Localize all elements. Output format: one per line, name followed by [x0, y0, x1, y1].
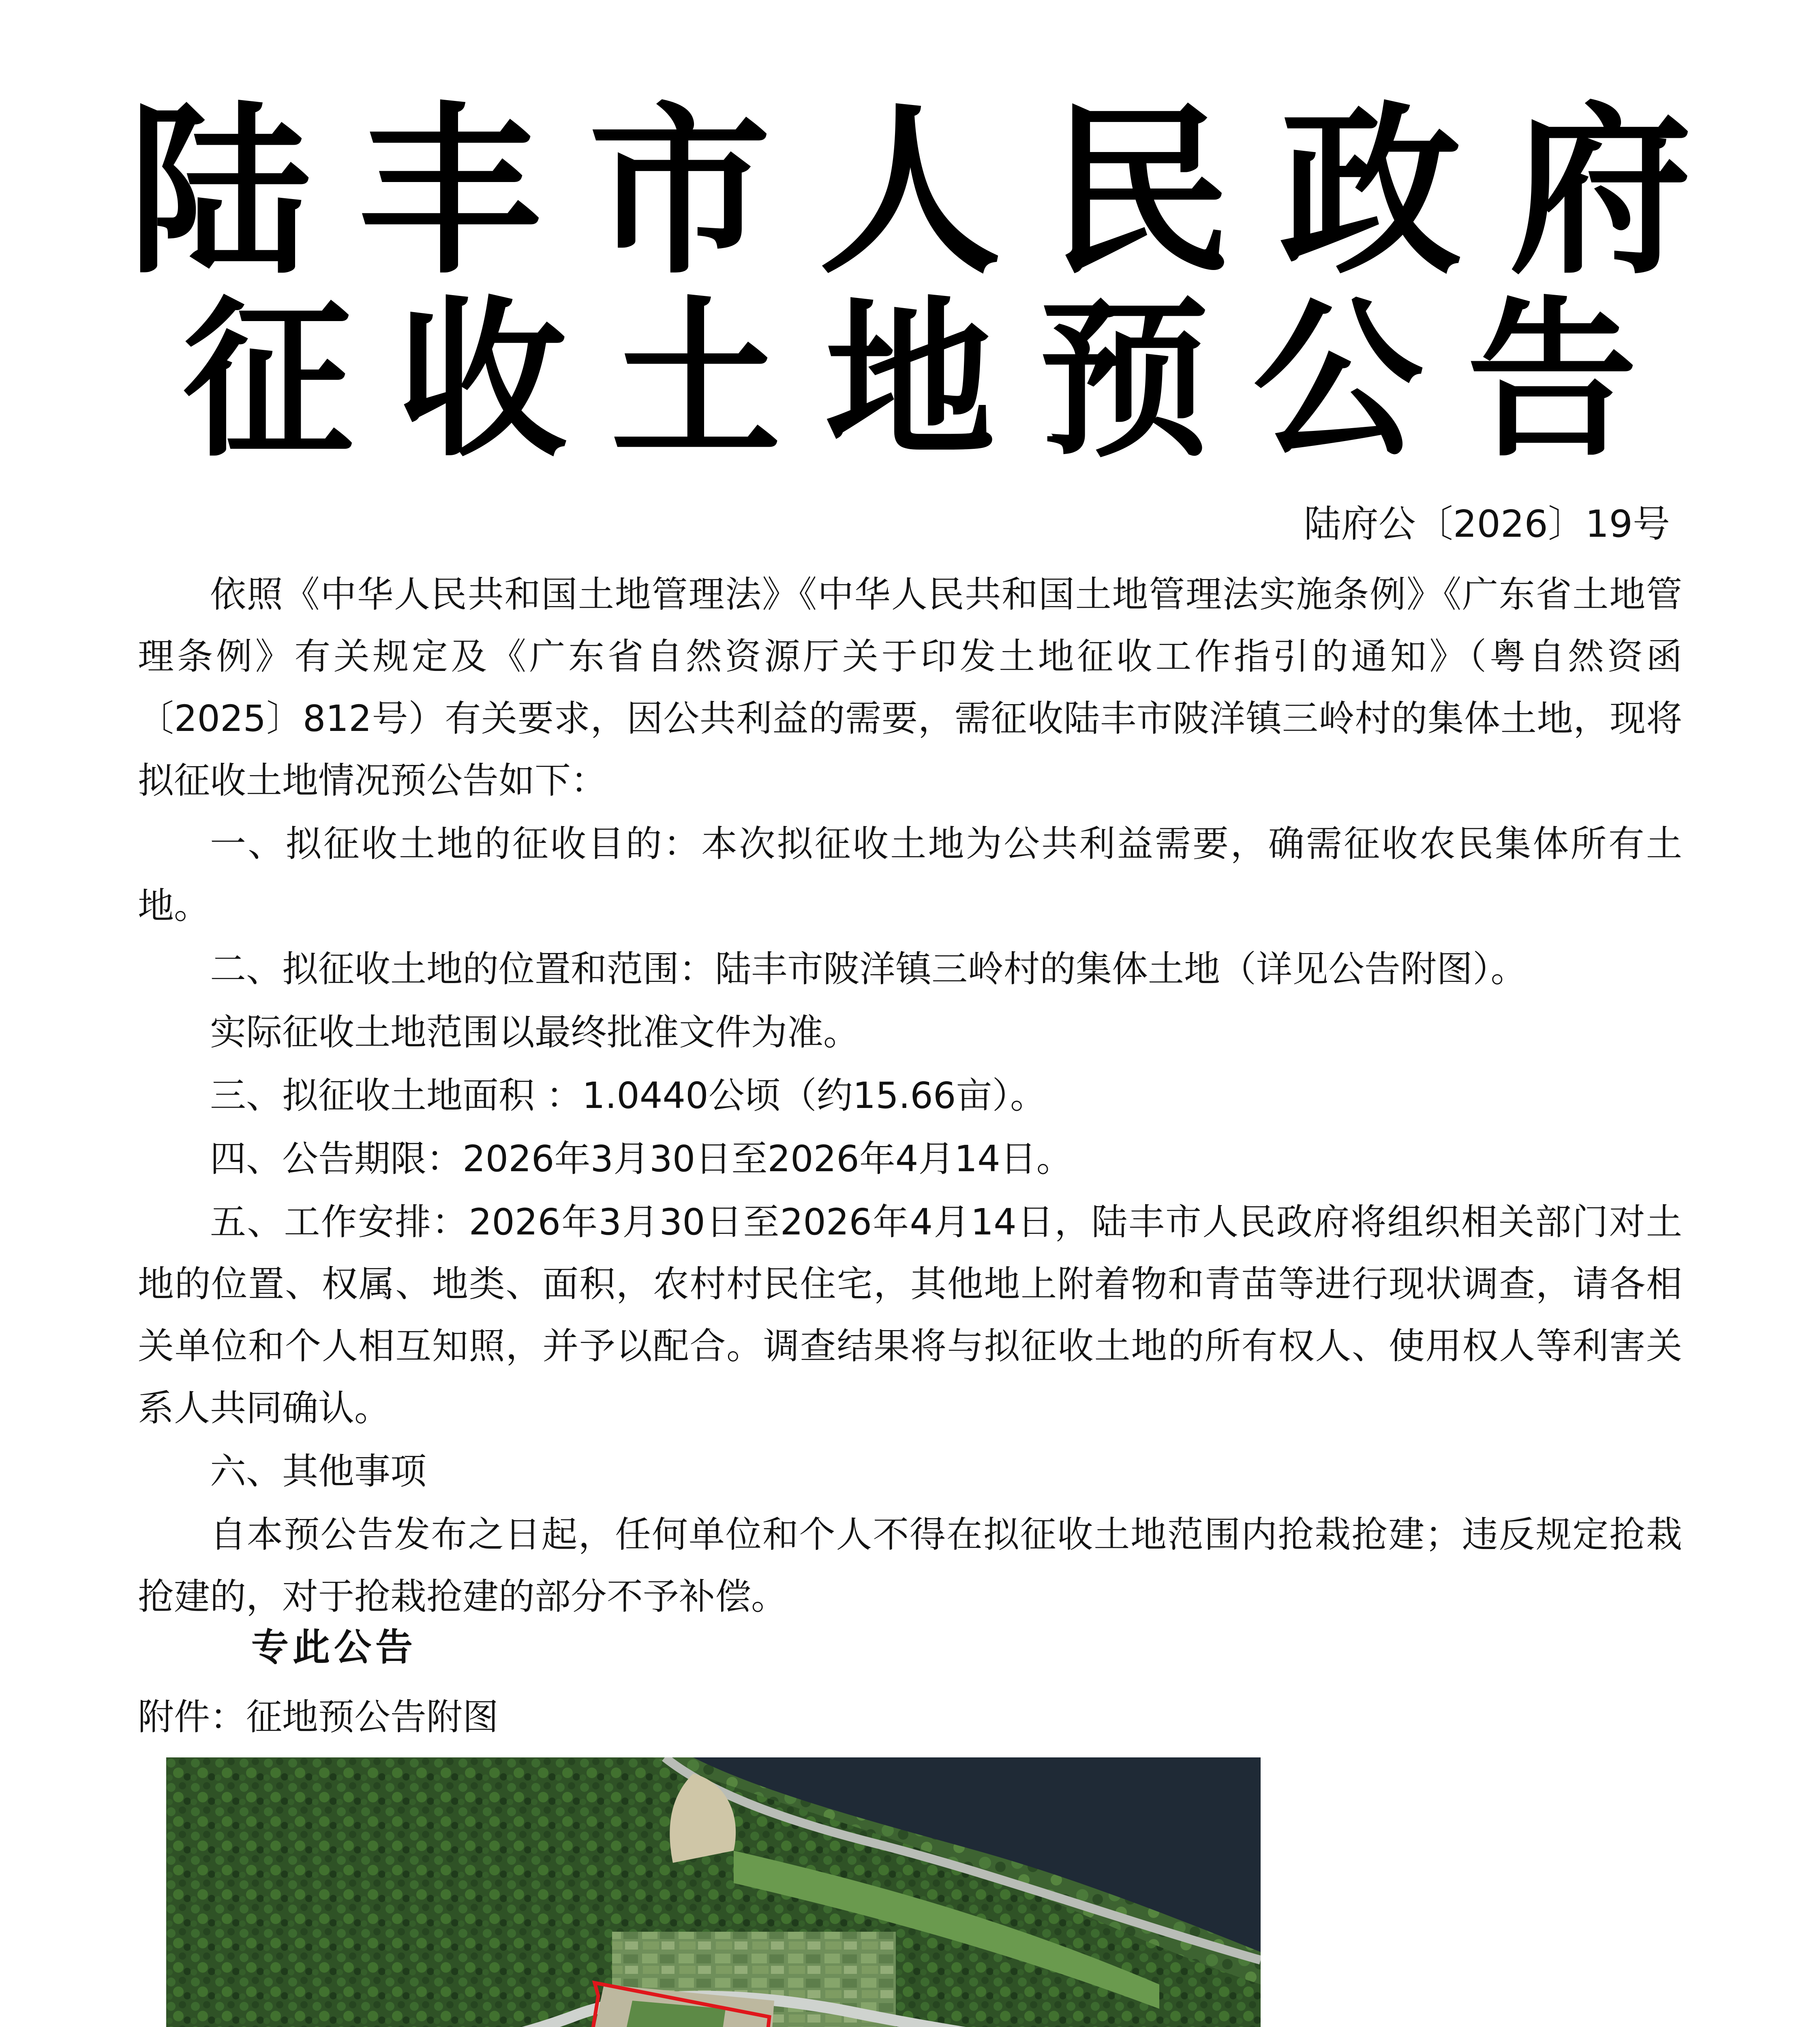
satellite-map-graphic: [166, 1757, 1261, 2027]
item-other-title: 六、其他事项: [210, 1450, 426, 1492]
item-location-note: 实际征收土地范围以最终批准文件为准。: [210, 1011, 859, 1053]
document-number: 陆府公〔2026〕19号: [1304, 502, 1670, 546]
item-area: 三、拟征收土地面积 ：1.0440公顷（约15.66亩）。: [210, 1074, 1046, 1116]
satellite-map: [166, 1757, 1261, 2027]
intro-paragraph: 依照《中华人民共和国土地管理法》《中华人民共和国土地管理法实施条例》《广东省土地管理条例》有关规定及《广东省自然资源厅关于印发土地征收工作指引的通知》（粤自然资函〔2025〕812号）有关要求，因公共利益的需要，需征收陆丰市陂洋镇三岭村的集体土地，现将拟征收土地情况预公告如下：: [138, 573, 1682, 801]
item-other-text: 自本预公告发布之日起，任何单位和个人不得在拟征收土地范围内抢栽抢建；违反规定抢栽抢建的，对于抢栽抢建的部分不予补偿。: [138, 1513, 1682, 1618]
item-work-arrangement: 五、工作安排：2026年3月30日至2026年4月14日，陆丰市人民政府将组织相关部门对土地的位置、权属、地类、面积，农村村民住宅，其他地上附着物和青苗等进行现状调查，请各相关单位和个人相互知照，并予以配合。调查结果将与拟征收土地的所有权人、使用权人等利害关系人共同确认。: [138, 1201, 1682, 1429]
item-location: 二、拟征收土地的位置和范围：陆丰市陂洋镇三岭村的集体土地（详见公告附图）。: [210, 948, 1527, 990]
page-subtitle: 征收土地预公告: [183, 282, 1681, 480]
attachment-label: 附件：征地预公告附图: [138, 1696, 499, 1738]
item-purpose: 一、拟征收土地的征收目的：本次拟征收土地为公共利益需要，确需征收农民集体所有土地。: [138, 823, 1682, 927]
closing-statement: 专此公告: [251, 1625, 417, 1669]
item-period: 四、公告期限：2026年3月30日至2026年4月14日。: [210, 1138, 1073, 1180]
page-title: 陆丰市人民政府: [128, 86, 1740, 299]
announcement-body: [138, 564, 1682, 1629]
